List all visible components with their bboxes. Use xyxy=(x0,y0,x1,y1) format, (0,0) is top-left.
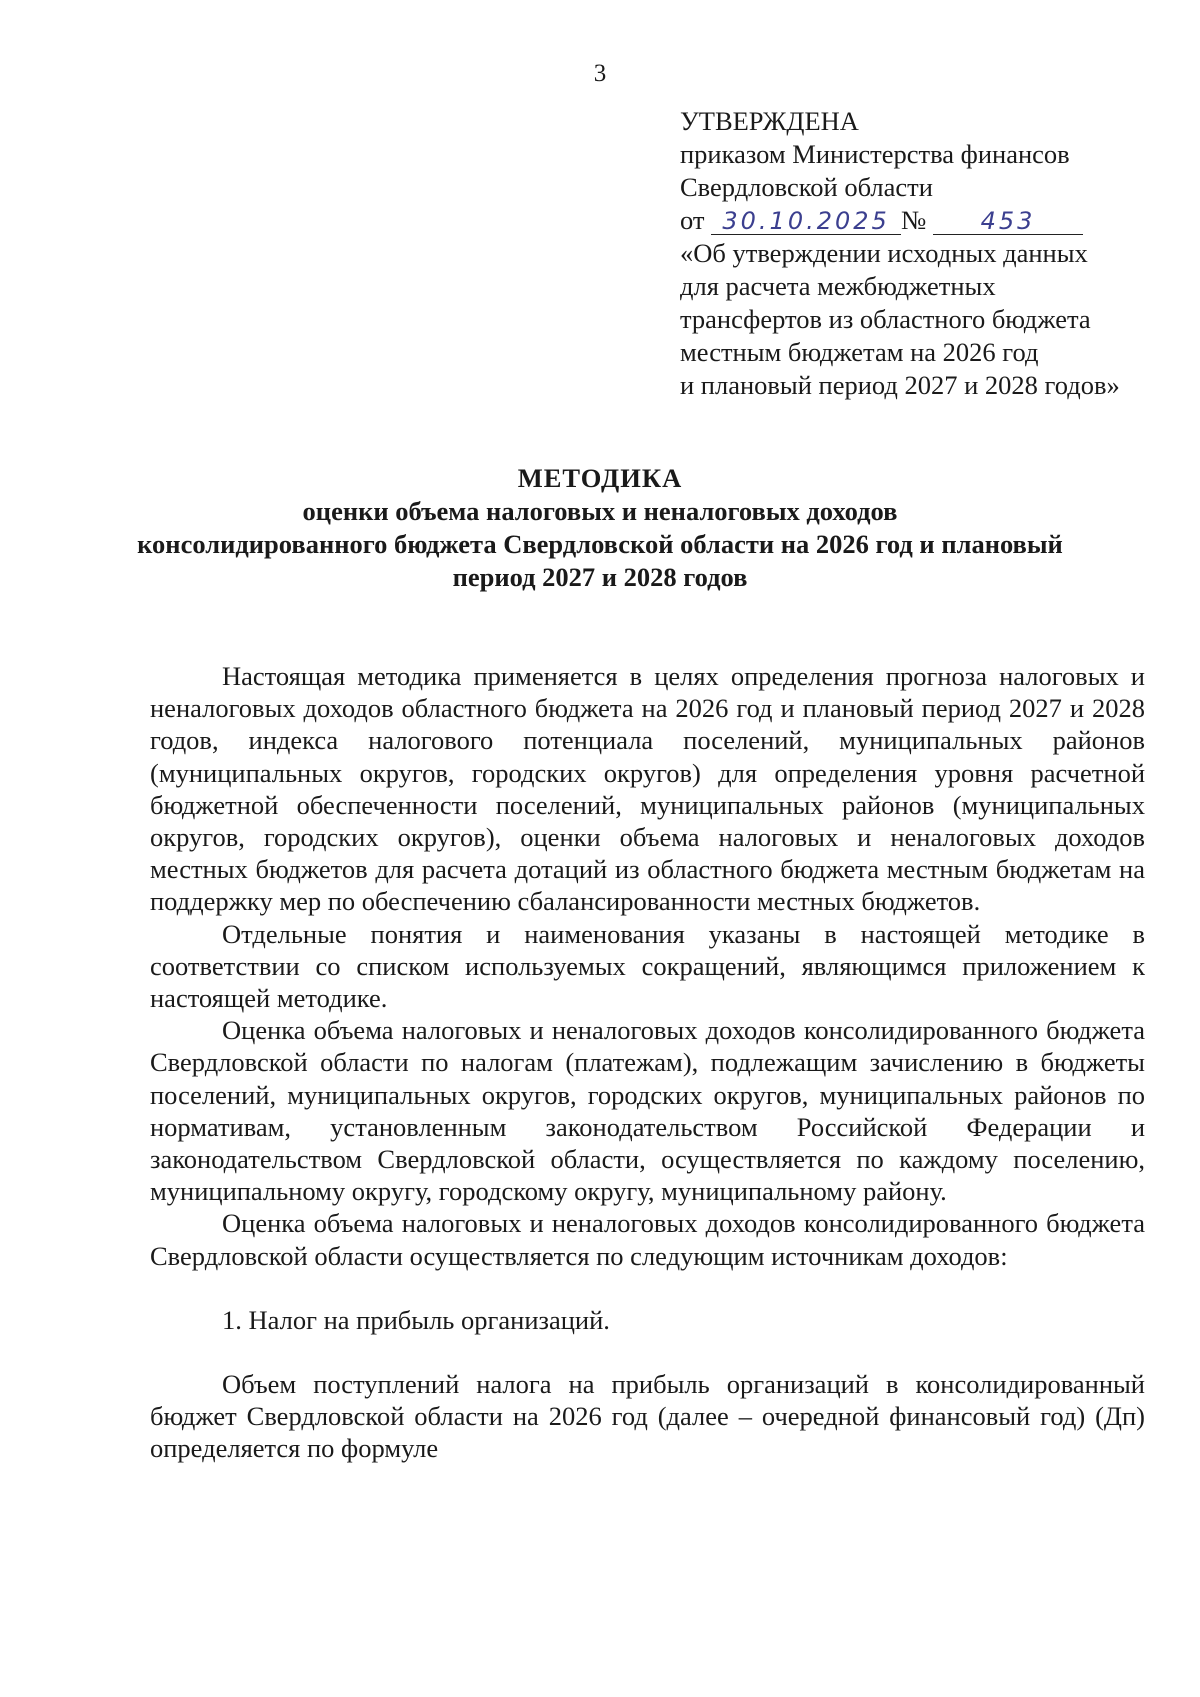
date-prefix: от xyxy=(680,205,705,235)
approval-subject-line: местным бюджетам на 2026 год xyxy=(680,337,1039,367)
approval-subject-line: и плановый период 2027 и 2028 годов» xyxy=(680,370,1120,400)
paragraph: Оценка объема налоговых и неналоговых доходов консолидированного бюджета Свердловской области осуществляется по следующим источникам доходов: xyxy=(150,1208,1145,1271)
approval-heading: УТВЕРЖДЕНА xyxy=(680,106,859,136)
title-line-1: оценки объема налоговых и неналоговых доходов xyxy=(302,496,898,526)
section-item: 1. Налог на прибыль организаций. xyxy=(222,1304,610,1335)
approval-subject-line: для расчета межбюджетных xyxy=(680,271,996,301)
number-sign: № xyxy=(901,205,927,235)
title-main: МЕТОДИКА xyxy=(517,463,683,493)
page-number: 3 xyxy=(593,60,607,87)
document-title xyxy=(120,462,1080,594)
paragraph: Отдельные понятия и наименования указаны в настоящей методике в соответствии со списком используемых сокращений, являющимся приложением к настоящей методике. xyxy=(150,918,1145,1014)
approval-subject-line: трансфертов из областного бюджета xyxy=(680,304,1091,334)
document-body xyxy=(150,660,1145,1465)
handwritten-date: 30.10.2025 xyxy=(711,208,901,235)
title-line-3: период 2027 и 2028 годов xyxy=(452,562,748,592)
approval-line-2: Свердловской области xyxy=(680,172,933,202)
approval-block xyxy=(680,105,1160,402)
approval-subject-line: «Об утверждении исходных данных xyxy=(680,238,1088,268)
handwritten-number: 453 xyxy=(933,208,1083,235)
paragraph: Объем поступлений налога на прибыль организаций в консолидированный бюджет Свердловской области на 2026 год (далее – очередной финансовый год) (Дп) определяется по формуле xyxy=(150,1369,1145,1464)
approval-date-line xyxy=(680,204,1160,237)
title-line-2: консолидированного бюджета Свердловской области на 2026 год и плановый xyxy=(137,529,1063,559)
approval-line-1: приказом Министерства финансов xyxy=(680,139,1070,169)
paragraph: Настоящая методика применяется в целях определения прогноза налоговых и неналоговых доходов областного бюджета на 2026 год и плановый период 2027 и 2028 годов, индекса налогового потенциала поселений, муниципальных районов (муниципальных округов, городских округов) для определения уровня расчетной бюджетной обеспеченности поселений, муниципальных районов (муниципальных округов, городских округов), оценки объема налоговых и неналоговых доходов местных бюджетов для расчета дотаций из областного бюджета местным бюджетам на поддержку мер по обеспечению сбалансированности местных бюджетов. xyxy=(150,661,1145,917)
paragraph: Оценка объема налоговых и неналоговых доходов консолидированного бюджета Свердловской области по налогам (платежам), подлежащим зачислению в бюджеты поселений, муниципальных округов, городских округов, муниципальных районов по нормативам, установленным законодательством Российской Федерации и законодательством Свердловской области, осуществляется по каждому поселению, муниципальному округу, городскому округу, муниципальному району. xyxy=(150,1015,1145,1207)
